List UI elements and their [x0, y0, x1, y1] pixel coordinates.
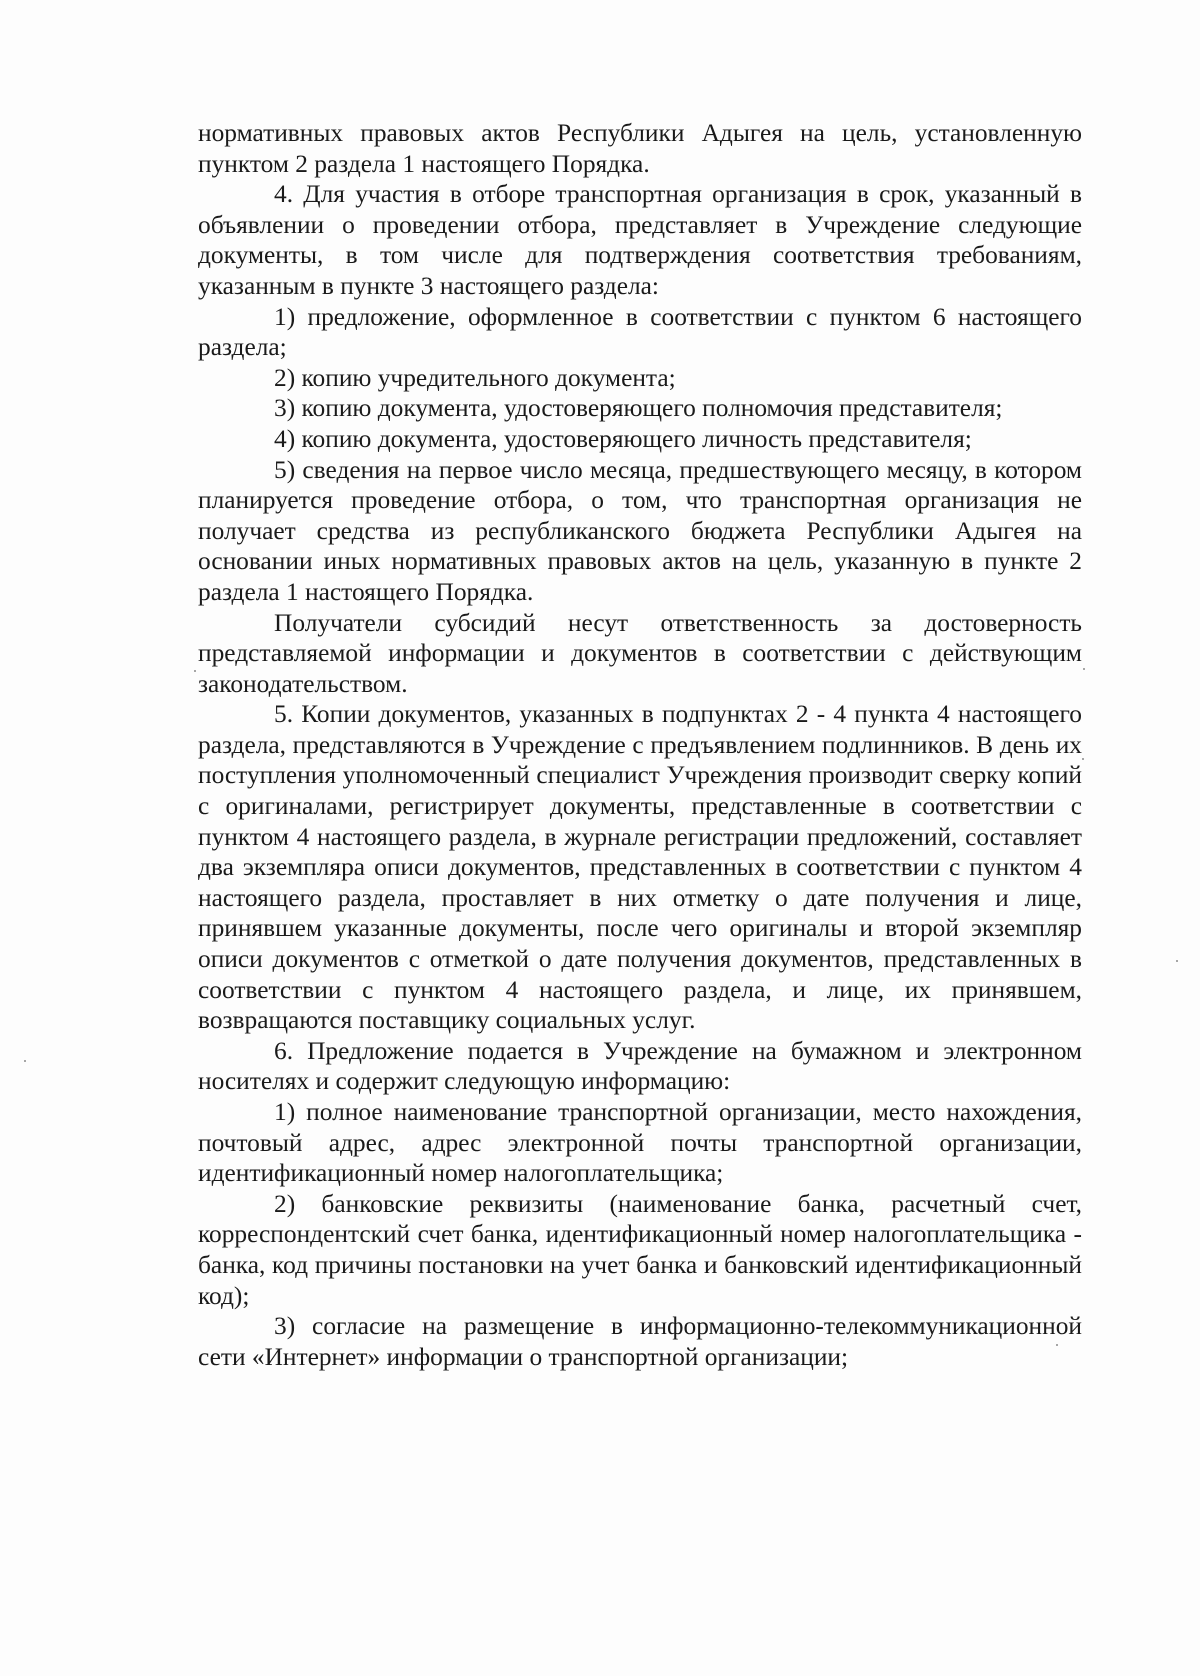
paragraph-item-6-subitem-1: 1) полное наименование транспортной организации, место нахождения, почтовый адрес, адрес электронной почты транспортной организации, идентификационный номер налогоплательщика;: [198, 1098, 1082, 1188]
paragraph-item-5: 5. Копии документов, указанных в подпунктах 2 - 4 пункта 4 настоящего раздела, представляются в Учреждение с предъявлением подлинников. В день их поступления уполномоченный специалист Учреждения производит сверку копий с оригиналами, регистрирует документы, представленные в соответствии с пунктом 4 настоящего раздела, в журнале регистрации предложений, составляет два экземпляра описи документов, представленных в соответствии с пунктом 4 настоящего раздела, проставляет в них отметку о дате получения и лице, принявшем указанные документы, после чего оригиналы и второй экземпляр описи документов с отметкой о дате получения документов, представленных в соответствии с пунктом 4 настоящего раздела, и лице, их принявшем, возвращаются поставщику социальных услуг.: [198, 700, 1082, 1035]
paragraph-subitem-4: 4) копию документа, удостоверяющего личность представителя;: [274, 424, 972, 453]
paragraph-item-6-subitem-2: 2) банковские реквизиты (наименование банка, расчетный счет, корреспондентский счет банка, идентификационный номер налогоплательщика - банка, код причины постановки на учет банка и банковский идентификационный код);: [198, 1189, 1082, 1310]
paragraph-item-6-subitem-3: 3) согласие на размещение в информационно-телекоммуникационной сети «Интернет» информации о транспортной организации;: [198, 1312, 1082, 1371]
paragraph-continuation: нормативных правовых актов Республики Адыгея на цель, установленную пунктом 2 раздела 1 настоящего Порядка.: [198, 119, 1082, 178]
scan-speck: [1056, 1344, 1058, 1346]
scan-speck: [1176, 960, 1178, 962]
paragraph-subitem-5: 5) сведения на первое число месяца, предшествующего месяцу, в котором планируется проведение отбора, о том, что транспортная организация не получает средства из республиканского бюджета Республики Адыгея на основании иных нормативных правовых актов на цель, указанную в пункте 2 раздела 1 настоящего Порядка.: [198, 455, 1082, 606]
scan-speck: [24, 1060, 26, 1062]
scan-speck: [194, 670, 196, 672]
scan-speck: [1082, 758, 1084, 760]
paragraph-item-4: 4. Для участия в отборе транспортная организация в срок, указанный в объявлении о проведении отбора, представляет в Учреждение следующие документы, в том числе для подтверждения соответствия требованиям, указанным в пункте 3 настоящего раздела:: [198, 180, 1082, 300]
paragraph-subitem-1: 1) предложение, оформленное в соответствии с пунктом 6 настоящего раздела;: [198, 302, 1082, 362]
document-body: [198, 118, 1082, 1372]
scan-speck: [1083, 668, 1085, 670]
paragraph-subitem-2: 2) копию учредительного документа;: [274, 363, 676, 392]
paragraph-item-6: 6. Предложение подается в Учреждение на бумажном и электронном носителях и содержит следующую информацию:: [198, 1036, 1082, 1096]
paragraph-responsibility: Получатели субсидий несут ответственность за достоверность представляемой информации и документов в соответствии с действующим законодательством.: [198, 608, 1082, 698]
paragraph-subitem-3: 3) копию документа, удостоверяющего полномочия представителя;: [274, 394, 1003, 423]
